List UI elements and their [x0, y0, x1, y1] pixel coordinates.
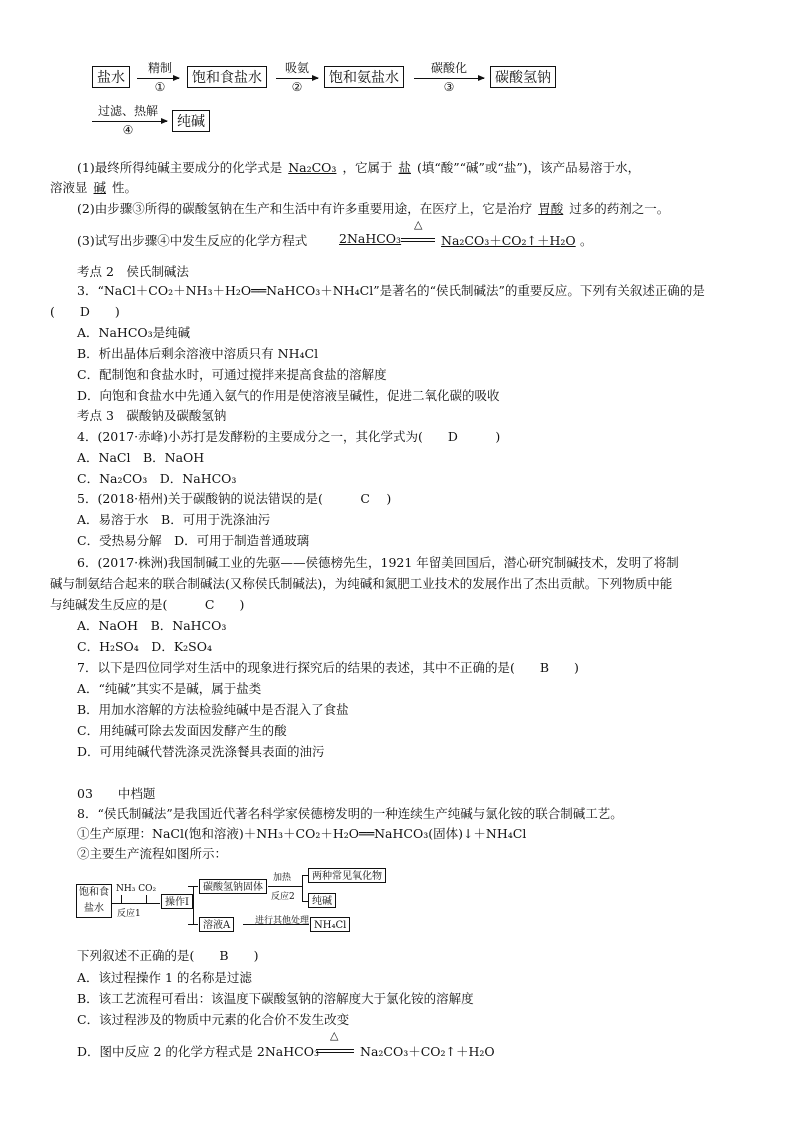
- q8-flow-operation1: 操作I: [161, 894, 193, 909]
- q4-stem: 4．(2017·赤峰)小苏打是发酵粉的主要成分之一，其化学式为( D ): [77, 429, 501, 444]
- flow-arrow-3: [414, 78, 484, 79]
- q8-option-d: D．图中反应 2 的化学方程式是 2NaHCO₃: [77, 1044, 319, 1059]
- q8-ask: 下列叙述不正确的是( B ): [77, 948, 259, 963]
- q5-stem: 5．(2018·梧州)关于碳酸钠的说法错误的是( C ): [77, 491, 392, 506]
- q1-line1: (1)最终所得纯碱主要成分的化学式是 Na₂CO₃ ，它属于 盐 (填“酸”“碱”或“盐”)，该产品易溶于水，: [77, 160, 641, 175]
- q3b-option-a: A．NaHCO₃是纯碱: [77, 325, 191, 340]
- flow-arrow-4: [92, 121, 167, 122]
- q8-option-b: B．该工艺流程可看出：该温度下碳酸氢钠的溶解度大于氯化铵的溶解度: [77, 991, 474, 1006]
- q3-answer-rhs: Na₂CO₃＋CO₂↑＋H₂O: [441, 233, 576, 248]
- q7-option-a: A．“纯碱”其实不是碱，属于盐类: [77, 681, 262, 696]
- q1-answer-class: 盐: [398, 160, 411, 175]
- flow-box-soda-ash: 纯碱: [172, 110, 210, 132]
- q6-line2: 碱与制氨结合起来的联合制碱法(又称侯氏制碱法)，为纯碱和氮肥工业技术的发展作出了杰出贡献。下列物质中能: [50, 576, 673, 591]
- q2-line: (2)由步骤③所得的碳酸氢钠在生产和生活中有许多重要用途，在医疗上，它是治疗 胃酸 过多的药剂之一。: [77, 201, 670, 216]
- q8-principle: ①生产原理：NaCl(饱和溶液)＋NH₃＋CO₂＋H₂O══NaHCO₃(固体)↓＋NH₄Cl: [77, 826, 527, 841]
- flow-arrow-1-step: ①: [154, 80, 166, 94]
- q5-options-ab: A．易溶于水 B．可用于洗涤油污: [77, 512, 271, 527]
- q8-option-d-rhs: Na₂CO₃＋CO₂↑＋H₂O: [360, 1044, 495, 1059]
- heat-symbol: △: [414, 218, 423, 231]
- q3b-option-d: D．向饱和食盐水中先通入氨气的作用是使溶液呈碱性，促进二氧化碳的吸收: [77, 388, 500, 403]
- q3b-answer: ( D ): [50, 304, 120, 319]
- q5-options-cd: C．受热易分解 D．可用于制造普通玻璃: [77, 533, 310, 548]
- flow-arrow-2-label: 吸氨: [284, 61, 309, 75]
- q4-options-cd: C．Na₂CO₃ D．NaHCO₃: [77, 471, 237, 486]
- q8-flow-start: 饱和食盐水: [76, 884, 112, 918]
- q1-answer-nature: 碱: [93, 180, 107, 195]
- q3b-stem: 3．“NaCl＋CO₂＋NH₃＋H₂O══NaHCO₃＋NH₄Cl”是著名的“侯氏制碱法”的重要反应。下列有关叙述正确的是: [77, 283, 705, 298]
- q8-stem: 8．“侯氏制碱法”是我国近代著名科学家侯德榜发明的一种连续生产纯碱与氯化铵的联合制碱工艺。: [77, 806, 623, 821]
- q2-answer: 胃酸: [538, 201, 564, 216]
- q6-line3: 与纯碱发生反应的是( C ): [50, 597, 245, 612]
- flow-box-ammonia-brine: 饱和氨盐水: [324, 66, 404, 88]
- q8-flow-bicarbonate-solid: 碳酸氢钠固体: [199, 879, 267, 894]
- q7-stem: 7．以下是四位同学对生活中的现象进行探究后的结果的表述，其中不正确的是( B ): [77, 660, 579, 675]
- q8-flow-two-oxides: 两种常见氧化物: [308, 868, 386, 883]
- q8-flow-reagents: NH₃ CO₂: [116, 884, 157, 894]
- q8-flow-soda-ash: 纯碱: [308, 893, 336, 908]
- q1-answer-formula: Na₂CO₃: [288, 160, 337, 175]
- flow-arrow-1: [137, 78, 179, 79]
- q4-options-ab: A．NaCl B．NaOH: [77, 450, 205, 465]
- flow-arrow-1-label: 精制: [147, 61, 172, 75]
- q6-options-cd: C．H₂SO₄ D．K₂SO₄: [77, 639, 212, 654]
- flow-arrow-4-label: 过滤、热解: [97, 104, 158, 118]
- q3-answer-lhs: 2NaHCO₃: [339, 231, 402, 246]
- flow-arrow-2: [276, 78, 318, 79]
- q8-flow-reaction1: 反应1: [117, 909, 141, 919]
- q8-option-c: C．该过程涉及的物质中元素的化合价不发生改变: [77, 1012, 350, 1027]
- q8-flow-other-treatment: 进行其他处理: [255, 916, 310, 926]
- section-kaodian-2: 考点 2 侯氏制碱法: [77, 264, 189, 279]
- q7-option-c: C．用纯碱可除去发面因发酵产生的酸: [77, 723, 287, 738]
- q8-flow-solution-a: 溶液A: [199, 917, 234, 932]
- q8-flow-heat: 加热: [273, 873, 292, 883]
- q3b-option-b: B．析出晶体后剩余溶液中溶质只有 NH₄Cl: [77, 346, 319, 361]
- flow-arrow-3-step: ③: [443, 80, 455, 94]
- section-kaodian-3: 考点 3 碳酸钠及碳酸氢钠: [77, 408, 227, 423]
- flow-box-brine: 盐水: [92, 66, 130, 88]
- heat-symbol-2: △: [330, 1029, 339, 1042]
- q8-flow-reaction2: 反应2: [271, 892, 295, 902]
- q6-options-ab: A．NaOH B．NaHCO₃: [77, 618, 227, 633]
- q3-line: (3)试写出步骤④中发生反应的化学方程式: [77, 233, 308, 248]
- q6-line1: 6．(2017·株洲)我国制碱工业的先驱——侯德榜先生，1921 年留美回国后，潜心研究制碱技术，发明了将制: [77, 555, 679, 570]
- q7-option-b: B．用加水溶解的方法检验纯碱中是否混入了食盐: [77, 702, 349, 717]
- q8-option-a: A．该过程操作 1 的名称是过滤: [77, 970, 252, 985]
- flow-arrow-4-step: ④: [122, 123, 134, 137]
- flow-box-sodium-bicarbonate: 碳酸氢钠: [490, 66, 556, 88]
- flow-arrow-2-step: ②: [291, 80, 303, 94]
- q8-flow-ammonium-chloride: NH₄Cl: [310, 917, 350, 932]
- section-03-title: 03 中档题: [77, 786, 156, 801]
- q8-flow-intro: ②主要生产流程如图所示：: [77, 846, 228, 861]
- flow-box-saturated-brine: 饱和食盐水: [187, 66, 267, 88]
- flow-arrow-3-label: 碳酸化: [430, 61, 467, 75]
- q3b-option-c: C．配制饱和食盐水时，可通过搅拌来提高食盐的溶解度: [77, 367, 387, 382]
- q7-option-d: D．可用纯碱代替洗涤灵洗涤餐具表面的油污: [77, 744, 325, 759]
- equation-bar-2: [316, 1049, 354, 1053]
- equation-bar: [401, 238, 435, 242]
- q1-line2: 溶液显 碱 性。: [50, 180, 138, 195]
